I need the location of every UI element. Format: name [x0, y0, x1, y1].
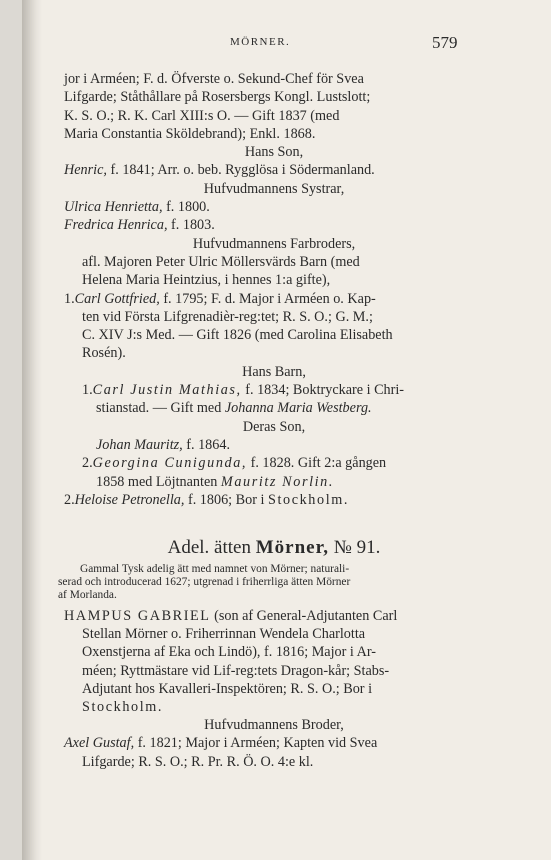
- person-name: Henric,: [64, 162, 107, 179]
- entry-hampus: [64, 607, 484, 625]
- text-line: Gammal Tysk adelig ätt med namnet von Mörner; naturali-: [80, 563, 350, 575]
- text-line: Stellan Mörner o. Friherrinnan Wendela Charlotta: [82, 626, 366, 643]
- family-description: [58, 563, 490, 602]
- text-line: Stockholm.: [82, 698, 164, 715]
- person-name: Carl Gottfried,: [74, 290, 160, 307]
- heading-deras-son: Deras Son,: [242, 418, 306, 435]
- text-line: [64, 473, 484, 491]
- entry-text: (son af General-Adjutanten Carl: [210, 608, 398, 624]
- entry-johan: [64, 436, 484, 454]
- entry-georgina: [64, 454, 484, 472]
- text-line: [64, 399, 484, 417]
- text-line: C. XIV J:s Med. — Gift 1826 (med Carolina Elisabeth: [82, 327, 393, 344]
- person-name: Carl Justin Mathias,: [92, 382, 242, 399]
- entry-text: stianstad. — Gift med: [96, 400, 225, 417]
- text-line: af Morlanda.: [58, 589, 117, 601]
- entry-number: 2.: [82, 455, 93, 472]
- entry-heloise: [64, 491, 484, 509]
- entry-carl-justin: [64, 381, 484, 399]
- text-line: méen; Ryttmästare vid Lif-reg:tets Dragon-kår; Stabs-: [82, 662, 390, 679]
- person-name: Heloise Petronella,: [74, 491, 185, 508]
- text-line: Oxenstjerna af Eka och Lindö), f. 1816; Major i Ar-: [82, 644, 377, 661]
- entry-text: f. 1841; Arr. o. beb. Rygglösa i Södermanland.: [106, 162, 375, 179]
- person-name: Fredrica Henrica,: [64, 217, 168, 234]
- text-line: Maria Constantia Sköldebrand); Enkl. 1868.: [64, 125, 316, 142]
- page-number: 579: [432, 33, 458, 52]
- text-line: jor i Arméen; F. d. Öfverste o. Sekund-Chef för Svea: [64, 71, 364, 87]
- entry-text: f. 1806; Bor i: [184, 491, 268, 508]
- text-line: Helena Maria Heintzius, i hennes 1:a gifte),: [82, 272, 331, 289]
- person-name: Georgina Cunigunda,: [92, 455, 248, 472]
- entry-text: f. 1795; F. d. Major i Arméen o. Kap-: [159, 290, 376, 307]
- heading-broder: Hufvudmannens Broder,: [204, 717, 344, 734]
- text-line: K. S. O.; R. K. Carl XIII:s O. — Gift 1837 (med: [64, 107, 340, 124]
- lower-text: [64, 607, 484, 771]
- entry-text: f. 1834; Boktryckare i Chri-: [241, 382, 405, 399]
- entry-number: 1.: [64, 290, 75, 307]
- upper-text: [64, 70, 484, 509]
- text-line: Adjutant hos Kavalleri-Inspektören; R. S. O.; Bor i: [82, 680, 373, 697]
- entry-text: f. 1803.: [167, 217, 215, 234]
- person-name: Johan Mauritz,: [96, 436, 183, 453]
- left-strip: [0, 0, 22, 860]
- text-line: ten vid Första Lifgrenadièr-reg:tet; R. S. O.; G. M.;: [82, 308, 373, 325]
- entry-fredrica: [64, 216, 484, 234]
- running-title: MÖRNER.: [230, 36, 291, 48]
- person-name: Mauritz Norlin.: [220, 473, 334, 490]
- entry-text: f. 1828. Gift 2:a gången: [247, 455, 387, 472]
- person-name: HAMPUS GABRIEL: [64, 608, 211, 624]
- section-family: Mörner,: [255, 537, 330, 558]
- entry-carl-gottfried: [64, 290, 484, 308]
- entry-number: 1.: [82, 382, 93, 399]
- person-name: Axel Gustaf,: [64, 735, 135, 752]
- section-prefix: Adel. ätten: [167, 537, 256, 558]
- text-line: afl. Majoren Peter Ulric Möllersvärds Barn (med: [82, 253, 360, 270]
- entry-text: f. 1800.: [162, 199, 210, 216]
- person-name: Johanna Maria Westberg.: [224, 400, 372, 417]
- entry-text: 1858 med Löjtnanten: [96, 473, 221, 490]
- text-line: Lifgarde; Ståthållare på Rosersbergs Kongl. Lustslott;: [64, 89, 371, 106]
- heading-farbroders: Hufvudmannens Farbroders,: [192, 235, 356, 252]
- text-line: Lifgarde; R. S. O.; R. Pr. R. Ö. O. 4:e kl.: [82, 753, 314, 770]
- person-name: Ulrica Henrietta,: [64, 199, 163, 216]
- entry-henric: [64, 161, 484, 179]
- heading-systrar: Hufvudmannens Systrar,: [203, 180, 345, 197]
- text-line: serad och introducerad 1627; utgrenad i friherrliga ätten Mörner: [58, 576, 351, 588]
- entry-number: 2.: [64, 491, 75, 508]
- entry-axel: [64, 734, 484, 752]
- heading-hans-barn: Hans Barn,: [242, 363, 306, 380]
- entry-text: f. 1864.: [182, 436, 230, 453]
- section-number: № 91.: [329, 537, 381, 558]
- entry-text: f. 1821; Major i Arméen; Kapten vid Svea: [134, 735, 378, 752]
- entry-text: Stockholm.: [267, 491, 350, 508]
- section-title: [64, 537, 484, 559]
- text-line: Rosén).: [82, 345, 126, 362]
- entry-ulrica: [64, 198, 484, 216]
- page-gutter: [22, 0, 42, 860]
- heading-hans-son: Hans Son,: [244, 144, 304, 161]
